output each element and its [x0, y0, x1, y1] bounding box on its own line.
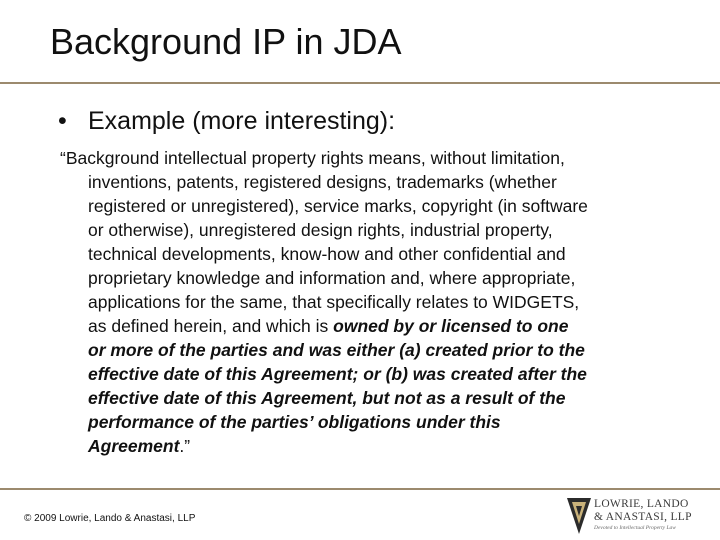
firm-logo-mark-icon: [566, 494, 592, 536]
slide-title: Background IP in JDA: [50, 21, 402, 62]
firm-logo-line: & ANASTASI, LLP: [594, 511, 692, 523]
footer-divider: [0, 488, 720, 490]
copyright-notice: © 2009 Lowrie, Lando & Anastasi, LLP: [24, 513, 196, 524]
quote-emphasis-segment: Agreement: [88, 436, 180, 456]
quote-line: registered or unregistered), service marks, copyright (in software: [88, 196, 588, 216]
quote-line-emphasis: performance of the parties’ obligations under this: [88, 412, 501, 432]
firm-logo-name: [594, 498, 692, 524]
bullet-text: Example (more interesting):: [88, 107, 396, 135]
quote-plain-segment: .”: [179, 436, 191, 456]
quote-line: or otherwise), unregistered design rights, industrial property,: [88, 220, 553, 240]
firm-logo: [566, 494, 716, 538]
firm-logo-line: LOWRIE, LANDO: [594, 498, 689, 510]
quote-line: “Background intellectual property rights means, without limitation,: [60, 148, 565, 168]
quote-emphasis-segment: owned by or licensed to one: [333, 316, 569, 336]
quote-line-emphasis: effective date of this Agreement; or (b) was created after the: [88, 364, 587, 384]
quote-line: inventions, patents, registered designs, trademarks (whether: [88, 172, 557, 192]
quote-line: proprietary knowledge and information and, where appropriate,: [88, 268, 576, 288]
quote-line: technical developments, know-how and other confidential and: [88, 244, 566, 264]
firm-logo-tagline: Devoted to Intellectual Property Law: [594, 525, 676, 531]
quote-line-mixed: [60, 314, 670, 338]
quote-line-emphasis: or more of the parties and was either (a) created prior to the: [88, 340, 585, 360]
bullet-item: [58, 104, 395, 138]
quote-plain-segment: as defined herein, and which is: [88, 316, 334, 336]
definition-quote: [60, 146, 670, 458]
quote-line-last: [60, 434, 670, 458]
bullet-icon: •: [58, 107, 67, 135]
title-divider: [0, 82, 720, 84]
quote-line-emphasis: effective date of this Agreement, but not as a result of the: [88, 388, 566, 408]
quote-line: applications for the same, that specifically relates to WIDGETS,: [88, 292, 580, 312]
